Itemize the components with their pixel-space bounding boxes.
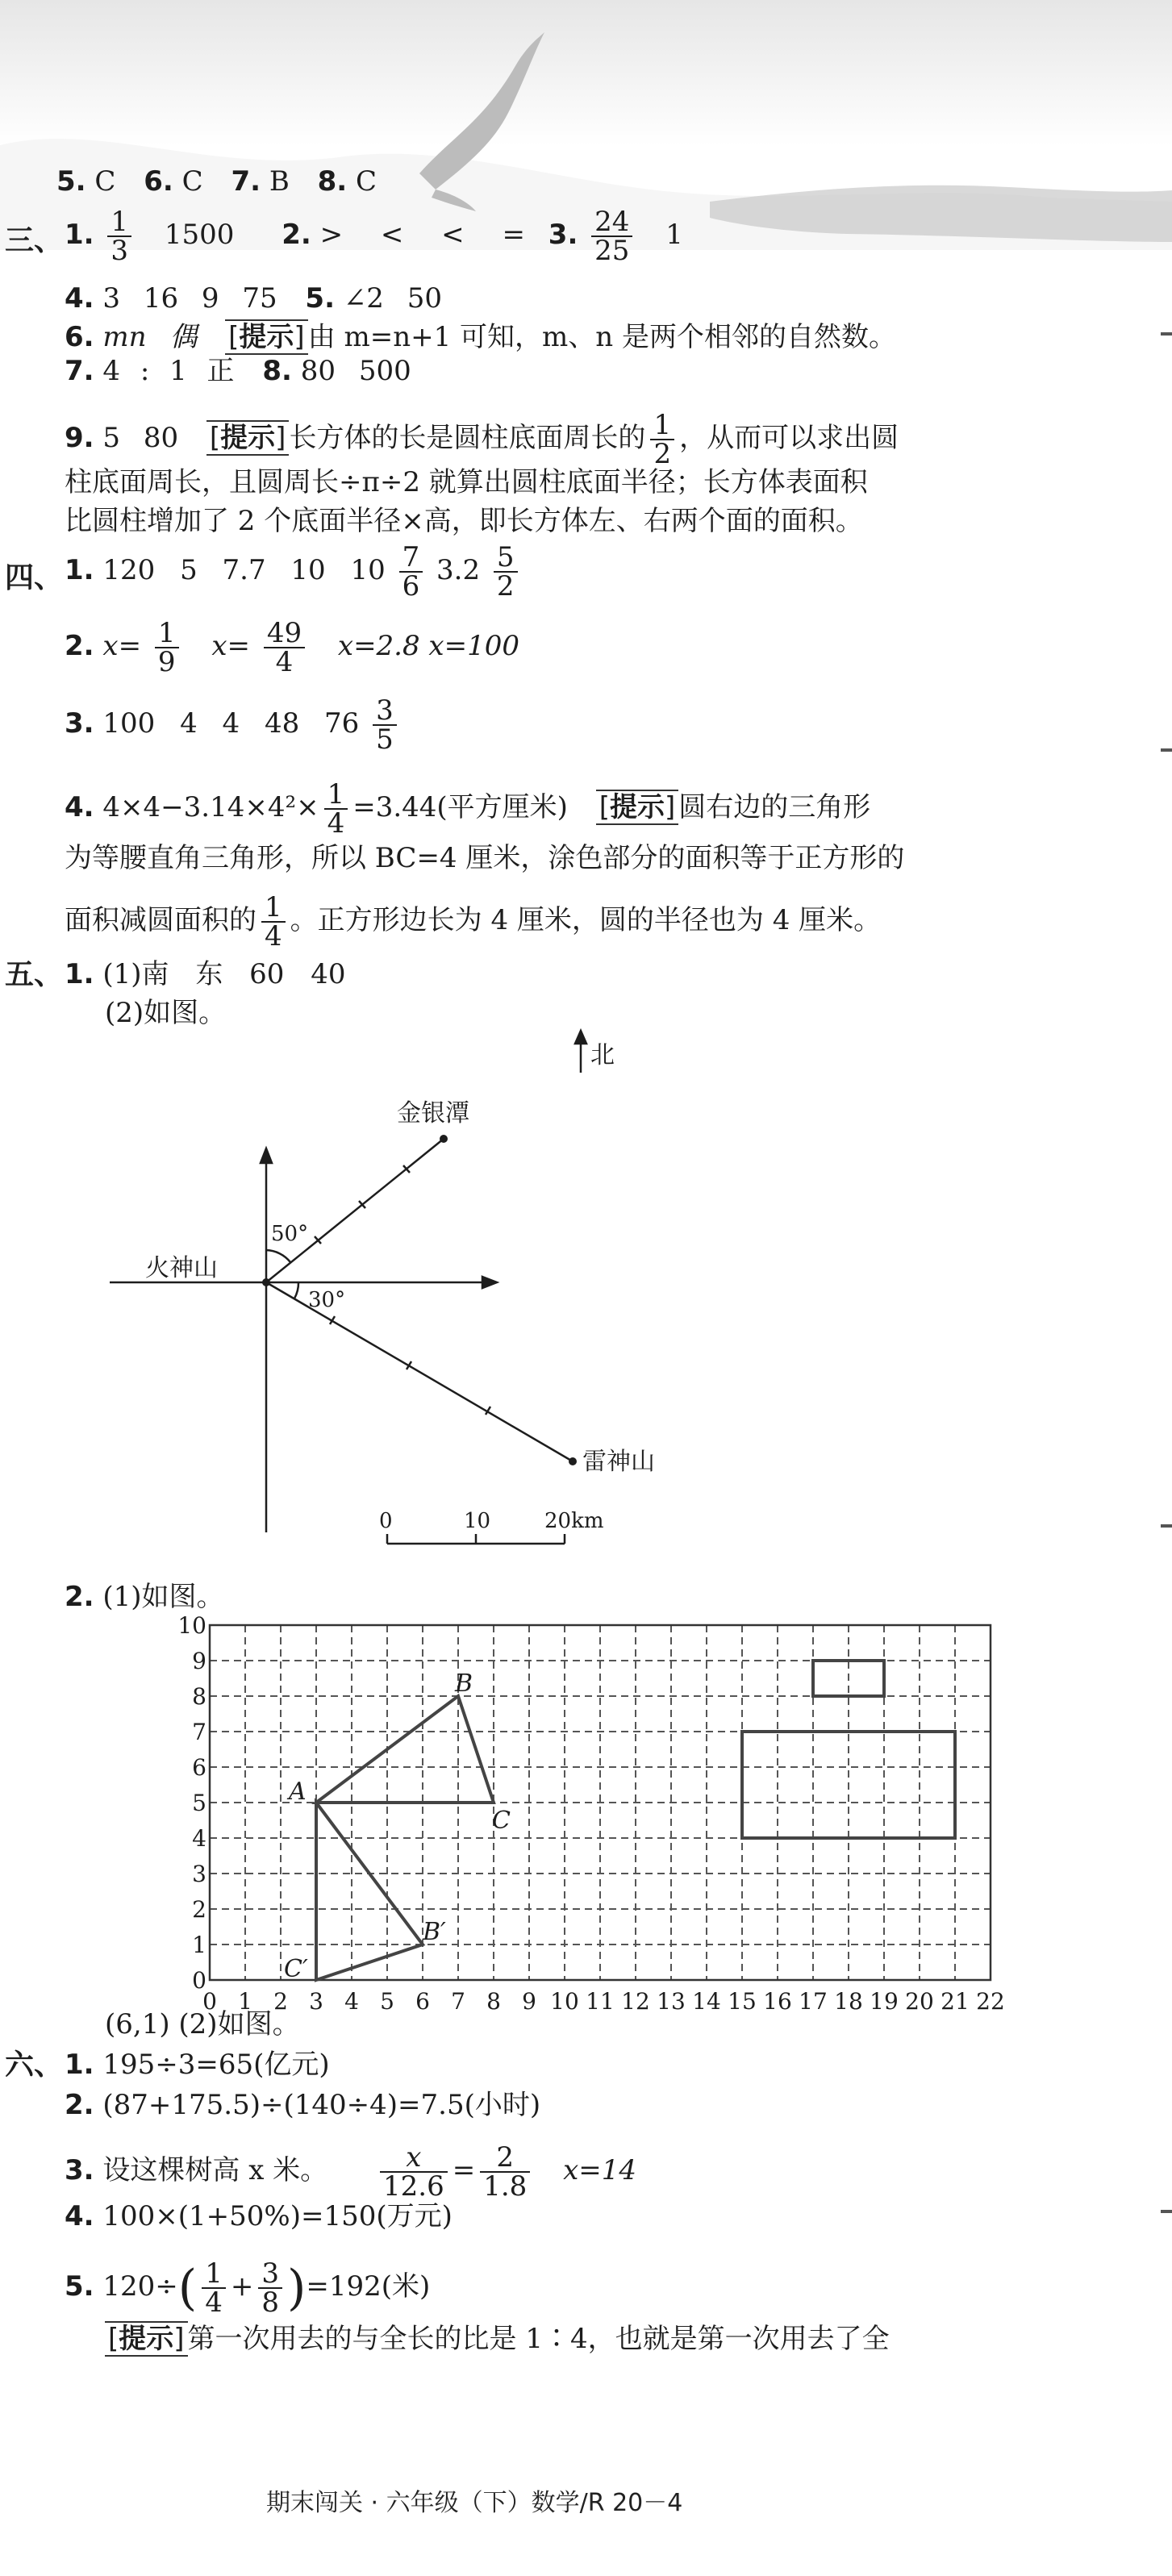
numerator: 49 — [264, 619, 305, 648]
denominator: 4 — [265, 920, 282, 952]
x-tick-label: 15 — [728, 1988, 757, 2015]
q-number: 4. — [65, 2200, 94, 2232]
answer: C — [356, 165, 377, 198]
edge-mark — [1161, 748, 1172, 752]
edge-mark — [1161, 1524, 1172, 1528]
answer: x=14 — [563, 2154, 637, 2186]
place-huoshenshan: 火神山 — [145, 1254, 218, 1282]
y-tick-label: 0 — [192, 1967, 206, 1994]
answer-line-5-2 — [65, 1581, 224, 1613]
q-number: 4. — [65, 282, 94, 315]
fraction — [264, 619, 305, 676]
hint-tag: [ 提示 ] — [596, 790, 679, 825]
x-tick-label: 22 — [976, 1988, 1005, 2015]
angle-label-30: 30° — [308, 1288, 346, 1312]
numerator: 7 — [399, 544, 423, 573]
q-number: 5. — [65, 2270, 94, 2303]
answer: (87+175.5)÷(140÷4)=7.5(小时) — [102, 2089, 541, 2121]
fraction — [202, 2257, 226, 2319]
answer: C — [181, 165, 203, 198]
x-tick-label: 20 — [905, 1988, 934, 2015]
section-label-6: 六、 — [5, 2048, 64, 2082]
q-number: 2. — [65, 1581, 94, 1613]
answer: B — [269, 165, 290, 198]
answer: 80 500 — [300, 355, 411, 387]
answer: 100 4 4 48 76 — [102, 707, 360, 740]
answer: 5 80 — [102, 422, 179, 454]
fraction — [107, 208, 131, 265]
q-number: 1. — [65, 219, 94, 251]
plus: + — [230, 2270, 254, 2303]
hint-text: 面积减圆面积的 — [65, 904, 257, 936]
answer-line-q5-8 — [56, 165, 377, 198]
direction-map — [97, 1024, 790, 1581]
answer: C — [94, 165, 116, 198]
q-number: 5. — [56, 165, 86, 198]
answer: ∠2 50 — [343, 282, 443, 315]
fraction — [380, 2141, 448, 2203]
x-tick-label: 14 — [692, 1988, 721, 2015]
x-tick-label: 3 — [309, 1988, 323, 2015]
numerator: 1 — [155, 619, 179, 648]
answer-line-3-6 — [65, 319, 896, 355]
y-tick-label: 9 — [192, 1648, 206, 1674]
coordinate-grid — [161, 1609, 1016, 2020]
x-tick-label: 18 — [834, 1988, 863, 2015]
hint-text: 由 m=n+1 可知，m、n 是两个相邻的自然数。 — [307, 321, 896, 353]
denominator: 3 — [111, 235, 129, 267]
y-tick-label: 5 — [192, 1790, 206, 1816]
q-number: 8. — [317, 165, 348, 198]
north-arrow-head — [575, 1031, 586, 1044]
fraction — [480, 2141, 530, 2203]
point-huoshenshan — [262, 1278, 270, 1286]
fraction — [494, 541, 518, 602]
answer-line-5-1 — [65, 958, 346, 990]
answer-line-4-1 — [65, 541, 523, 602]
answer: 120÷ — [102, 2270, 178, 2303]
north-label: 北 — [590, 1041, 615, 1069]
q-number: 8. — [262, 355, 292, 387]
numerator: x — [380, 2144, 448, 2173]
q-number: 2. — [282, 219, 311, 251]
scale-label: 20km — [544, 1509, 604, 1533]
page-footer: 期末闯关 · 六年级（下）数学/R 20－4 — [266, 2489, 683, 2517]
answer: x= — [211, 630, 250, 662]
hint-text: 。正方形边长为 4 厘米，圆的半径也为 4 厘米。 — [290, 904, 882, 936]
denominator: 4 — [327, 807, 345, 840]
answer-line-4-3 — [65, 694, 402, 756]
hint-text: 圆右边的三角形 — [678, 791, 871, 823]
x-tick-label: 19 — [870, 1988, 899, 2015]
hint-text: 第一次用去的与全长的比是 1∶4，也就是第一次用去了全 — [187, 2323, 890, 2355]
x-tick-label: 7 — [451, 1988, 465, 2015]
answer: (6,1) (2)如图。 — [105, 2008, 300, 2040]
y-tick-label: 3 — [192, 1861, 206, 1887]
place-leishenshan: 雷神山 — [582, 1448, 655, 1476]
edge-mark — [1161, 332, 1172, 336]
denominator: 8 — [261, 2286, 279, 2319]
answer-line-6-5 — [65, 2257, 431, 2319]
equals: = — [452, 2154, 476, 2186]
section-label-5: 五、 — [5, 957, 64, 991]
q-number: 3. — [548, 219, 578, 251]
y-tick-label: 8 — [192, 1683, 206, 1710]
answer: 120 5 7.7 10 10 — [102, 554, 386, 586]
triangle-AB2C2 — [316, 1803, 423, 1980]
q-number: 1. — [65, 554, 94, 586]
x-tick-label: 5 — [380, 1988, 394, 2015]
x-tick-label: 1 — [238, 1988, 252, 2015]
answer: (1)南 东 60 40 — [102, 958, 346, 990]
fraction — [258, 2257, 282, 2319]
q-number: 2. — [65, 2089, 94, 2121]
answer: 4×4−3.14×4²× — [102, 791, 319, 823]
scale-label: 0 — [379, 1509, 393, 1533]
answer: 3 16 9 75 — [102, 282, 277, 315]
y-tick-label: 4 — [192, 1825, 206, 1852]
denominator: 4 — [275, 646, 294, 678]
answer-line-6-2 — [65, 2089, 540, 2121]
section-label-4: 四、 — [5, 561, 64, 594]
answer-line-6-1 — [65, 2049, 330, 2081]
x-tick-label: 21 — [941, 1988, 970, 2015]
answer-line-3-7 — [65, 355, 411, 387]
point-label-B: B — [455, 1669, 473, 1698]
numerator: 3 — [258, 2260, 282, 2289]
x-tick-label: 8 — [486, 1988, 501, 2015]
denominator: 12.6 — [383, 2170, 444, 2203]
x-tick-label: 12 — [621, 1988, 650, 2015]
scale-label: 10 — [464, 1509, 491, 1533]
answer: (2)如图。 — [105, 997, 227, 1029]
y-tick-label: 10 — [177, 1612, 206, 1639]
hint-tag: [ 提示 ] — [206, 420, 290, 456]
point-leishenshan — [569, 1457, 577, 1465]
fraction — [324, 778, 348, 840]
hint-tag: [ 提示 ] — [225, 319, 308, 355]
y-axis-arrow — [261, 1148, 272, 1163]
q-number: 7. — [65, 355, 94, 387]
angle-arc-50 — [266, 1250, 290, 1262]
x-tick-label: 13 — [657, 1988, 686, 2015]
x-tick-label: 4 — [344, 1988, 359, 2015]
answer: 4 : 1 正 — [102, 355, 235, 387]
q-number: 3. — [65, 2154, 94, 2186]
hint-text-cont: 柱底面周长，且圆周长÷π÷2 就算出圆柱底面半径；长方体表面积 — [65, 466, 868, 498]
answer-line-4-2 — [65, 619, 519, 676]
answer: 3.2 — [436, 554, 481, 586]
answer: mn 偶 — [102, 321, 198, 353]
hint-text: 长方体的长是圆柱底面周长的 — [289, 422, 646, 454]
answer: > < < = — [319, 219, 540, 251]
denominator: 6 — [402, 570, 420, 602]
numerator: 1 — [107, 208, 131, 237]
numerator: 1 — [324, 781, 348, 810]
x-tick-label: 10 — [550, 1988, 579, 2015]
q-number: 9. — [65, 422, 94, 454]
x-tick-label: 17 — [799, 1988, 828, 2015]
answer: 设这棵树高 x 米。 — [102, 2154, 328, 2186]
answer-line-6-3 — [65, 2141, 637, 2203]
fraction — [650, 411, 674, 468]
q-number: 6. — [65, 321, 94, 353]
hint-text-cont — [65, 891, 882, 952]
point-jinyintan — [440, 1135, 448, 1143]
fraction — [591, 208, 632, 265]
numerator: 5 — [494, 544, 518, 573]
x-tick-label: 2 — [273, 1988, 288, 2015]
hint-text: ，从而可以求出圆 — [679, 422, 899, 454]
q-number: 1. — [65, 958, 94, 990]
denominator: 4 — [205, 2286, 223, 2319]
edge-mark — [1161, 2210, 1172, 2213]
answer: =3.44(平方厘米) — [352, 791, 568, 823]
q-number: 4. — [65, 791, 94, 823]
point-label-C-prime: C′ — [284, 1955, 308, 1983]
fraction — [155, 619, 179, 676]
q-number: 3. — [65, 707, 94, 740]
x-tick-label: 6 — [415, 1988, 430, 2015]
x-tick-label: 9 — [522, 1988, 536, 2015]
answer-line-4-4 — [65, 778, 871, 840]
hint-tag: [ 提示 ] — [105, 2321, 188, 2357]
angle-label-50: 50° — [271, 1222, 309, 1246]
answer-line-6-4 — [65, 2200, 453, 2232]
answer-line-3-9 — [65, 411, 899, 468]
point-label-C: C — [492, 1807, 511, 1835]
numerator: 1 — [650, 411, 674, 440]
point-label-A: A — [289, 1778, 307, 1806]
answer: 1 — [665, 219, 683, 251]
y-tick-label: 6 — [192, 1754, 206, 1781]
hint-text-cont: 比圆柱增加了 2 个底面半径×高，即长方体左、右两个面的面积。 — [65, 505, 863, 537]
answer-line-3-1 — [65, 208, 683, 265]
fraction — [373, 694, 397, 756]
paren-open: ( — [177, 2260, 198, 2316]
y-tick-label: 7 — [192, 1719, 206, 1745]
answer: x= — [102, 630, 142, 662]
numerator: 1 — [202, 2260, 226, 2289]
denominator: 1.8 — [483, 2170, 528, 2203]
x-tick-label: 16 — [763, 1988, 792, 2015]
hint-line-6-5 — [105, 2321, 890, 2357]
denominator: 2 — [653, 438, 672, 470]
angle-arc-30 — [294, 1282, 298, 1298]
q-number: 1. — [65, 2049, 94, 2081]
numerator: 1 — [261, 894, 286, 923]
answer: (1)如图。 — [102, 1581, 224, 1613]
answer: 100×(1+50%)=150(万元) — [102, 2200, 453, 2232]
point-label-B-prime: B′ — [423, 1918, 446, 1946]
answer-line-3-4 — [65, 282, 442, 315]
answer: 195÷3=65(亿元) — [102, 2049, 330, 2081]
answer: =192(米) — [306, 2270, 431, 2303]
q-number: 6. — [144, 165, 173, 198]
q-number: 7. — [231, 165, 261, 198]
place-jinyintan: 金银潭 — [397, 1099, 469, 1128]
denominator: 25 — [594, 235, 630, 267]
numerator: 24 — [591, 208, 632, 237]
numerator: 2 — [480, 2144, 530, 2173]
triangle-ABC — [316, 1696, 494, 1803]
denominator: 9 — [157, 646, 176, 678]
x-tick-label: 11 — [586, 1988, 615, 2015]
y-tick-label: 2 — [192, 1896, 206, 1923]
answer: 1500 — [164, 219, 235, 251]
fraction — [399, 541, 423, 602]
paren-close: ) — [286, 2260, 307, 2316]
x-tick-label: 0 — [202, 1988, 217, 2015]
denominator: 5 — [376, 723, 394, 756]
ray-to-jinyintan — [266, 1139, 444, 1282]
denominator: 2 — [496, 570, 515, 602]
q-number: 5. — [305, 282, 335, 315]
numerator: 3 — [373, 697, 397, 726]
x-axis-arrow — [482, 1277, 497, 1288]
hint-text-cont: 为等腰直角三角形，所以 BC=4 厘米，涂色部分的面积等于正方形的 — [65, 842, 905, 874]
answer: x=2.8 x=100 — [337, 630, 519, 662]
y-tick-label: 1 — [192, 1932, 206, 1958]
fraction — [261, 891, 286, 952]
q-number: 2. — [65, 630, 94, 662]
section-label-3: 三、 — [5, 223, 64, 257]
